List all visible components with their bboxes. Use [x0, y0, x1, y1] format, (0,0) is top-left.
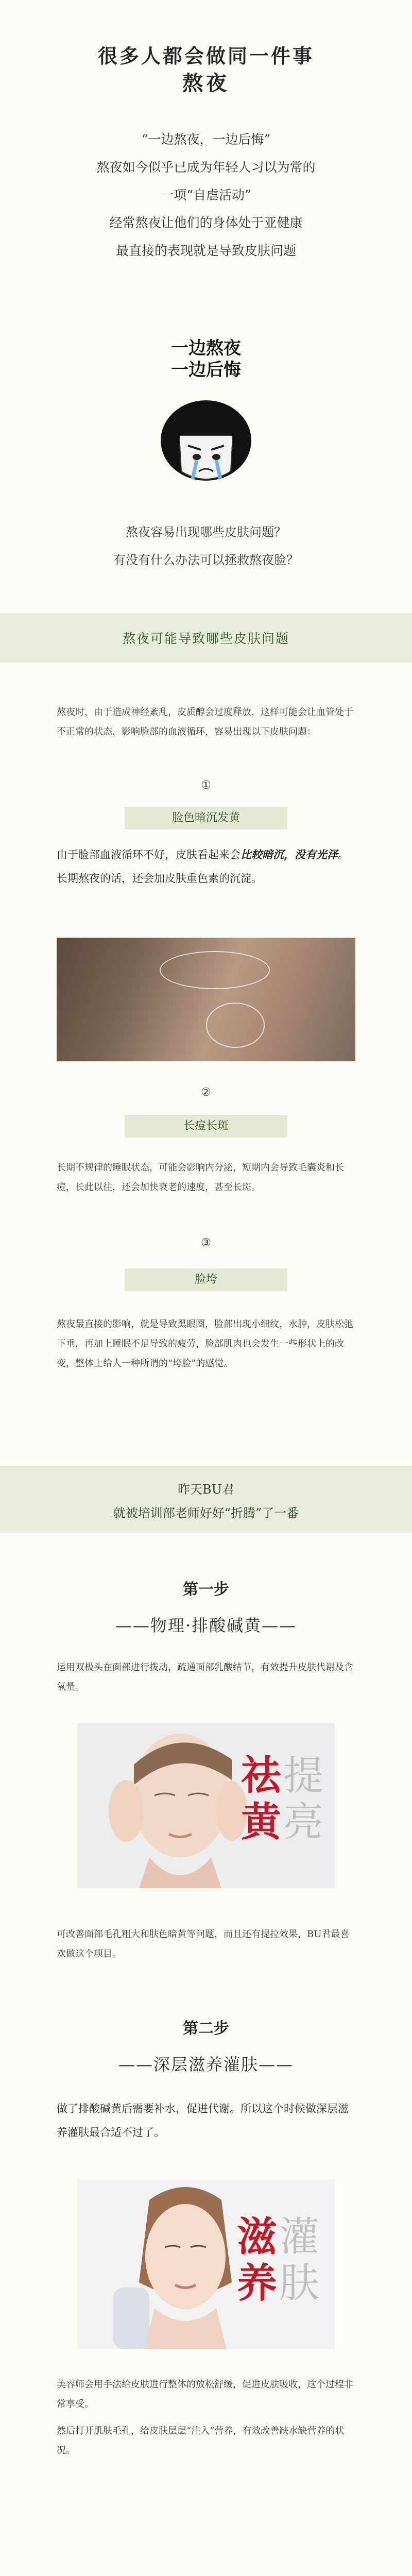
- section-heading-band: [0, 613, 412, 663]
- step2-treatment-photo: [77, 2179, 335, 2349]
- crying-meme-image: [149, 337, 263, 492]
- overlay-char-fu: 肤: [279, 2260, 320, 2307]
- intro-line3: 一项“自虐活动”: [161, 188, 251, 202]
- highlight-oval-jaw: [206, 1003, 265, 1048]
- item1-text-d: 还会加皮肤重色素的沉淀。: [132, 872, 262, 885]
- step2-after-paragraph1: 美容师会用手法给皮肤进行整体的放松舒缓，促进皮肤吸收，这个过程非常享受。: [57, 2379, 353, 2410]
- item3-number: ③: [201, 1236, 211, 1249]
- step1-title: 第一步: [183, 1581, 229, 1599]
- item3-tag: 脸垮: [125, 1268, 287, 1291]
- intro-line2: 熬夜如今似乎已成为年轻人习以为常的: [96, 160, 316, 175]
- overlay-char-ti: 提: [283, 1753, 324, 1799]
- overlay-char-zi: 滋: [237, 2213, 278, 2260]
- section-intro-paragraph: 熬夜时，由于造成神经紊乱，皮质醇会过度释放，这样可能会让血管处于不正常的状态，影响脸部的血液循环，容易出现以下皮肤问题：: [57, 707, 353, 737]
- section-heading: 熬夜可能导致哪些皮肤问题: [122, 631, 289, 646]
- step1-subtitle: ——物理·排酸碱黄——: [115, 1616, 297, 1635]
- banner-line1: 昨天BU君: [178, 1482, 234, 1497]
- intro-line1: “一边熬夜，一边后悔”: [141, 132, 271, 147]
- question-line2: 有没有什么办法可以拯救熬夜脸？: [113, 553, 299, 567]
- overlay-char-liang: 亮: [283, 1799, 324, 1845]
- item1-text-emphasis: 比较暗沉，没有光泽: [241, 848, 338, 861]
- intro-line4: 经常熬夜让他们的身体处于亚健康: [109, 215, 303, 230]
- overlay-char-yang: 养: [237, 2260, 278, 2307]
- item3-paragraph: 熬夜最直接的影响，就是导致黑眼圈，脸部出现小细纹，水肿，皮肤松弛下垂，再加上睡眠不足导致的疲劳，脸部肌肉也会发生一些形状上的改变，整体上给人一种所谓的“垮脸”的感觉。: [57, 1319, 353, 1369]
- item2-paragraph: 长期不规律的睡眠状态，可能会影响内分泌，短期内会导致毛囊炎和长痘，长此以往，还会加快衰老的速度，甚至长斑。: [57, 1162, 344, 1193]
- crying-face-icon: [149, 389, 263, 492]
- item1-paragraph: [57, 843, 355, 890]
- step1-paragraph: 运用双极头在面部进行拨动，疏通面部乳酸结节，有效提升皮肤代谢及含氧量。: [57, 1662, 353, 1692]
- item1-number: ①: [201, 779, 211, 792]
- meme-caption-line2: 一边后悔: [171, 360, 241, 380]
- step2-after-paragraph2: 然后打开肌肤毛孔，给皮肤层层“注入”营养，有效改善缺水缺营养的状况。: [57, 2426, 345, 2456]
- step1-after-paragraph: 可改善面部毛孔粗大和肤色暗黄等问题，而且还有提拉效果，BU君最喜欢做这个项目。: [57, 1929, 350, 1959]
- step2-title: 第二步: [183, 2020, 229, 2038]
- banner-line2: 就被培训部老师好好“折腾”了一番: [113, 1506, 299, 1520]
- item2-number: ②: [201, 1086, 211, 1099]
- intro-line5: 最直接的表现就是导致皮肤问题: [115, 243, 296, 258]
- header-title-line1: 很多人都会做同一件事: [97, 44, 314, 67]
- step2-subtitle: ——深层滋养灌肤——: [118, 2055, 294, 2074]
- meme-caption-line1: 一边熬夜: [171, 338, 241, 359]
- step2-paragraph: 做了排酸碱黄后需要补水，促进代谢。所以这个时候做深层滋养灌肤最合适不过了。: [57, 2103, 349, 2139]
- highlight-oval-cheek: [160, 951, 270, 989]
- item1-text-a: 由于脸部血液循环不好，皮肤看起来会: [57, 849, 241, 861]
- item1-text-c: 。长期熬夜的话，: [57, 849, 349, 885]
- overlay-char-guan: 灌: [279, 2214, 320, 2260]
- trainer-banner: [0, 1466, 412, 1533]
- step1-treatment-photo: [77, 1723, 335, 1888]
- header-title-line2: 熬夜: [182, 71, 230, 95]
- overlay-char-qu: 祛: [241, 1752, 282, 1799]
- overlay-char-huang: 黄: [241, 1799, 282, 1845]
- question-line1: 熬夜容易出现哪些皮肤问题？: [126, 525, 286, 539]
- dull-skin-photo: [57, 938, 355, 1061]
- item2-tag: 长痘长斑: [125, 1115, 287, 1138]
- item1-tag: 脸色暗沉发黄: [125, 807, 287, 829]
